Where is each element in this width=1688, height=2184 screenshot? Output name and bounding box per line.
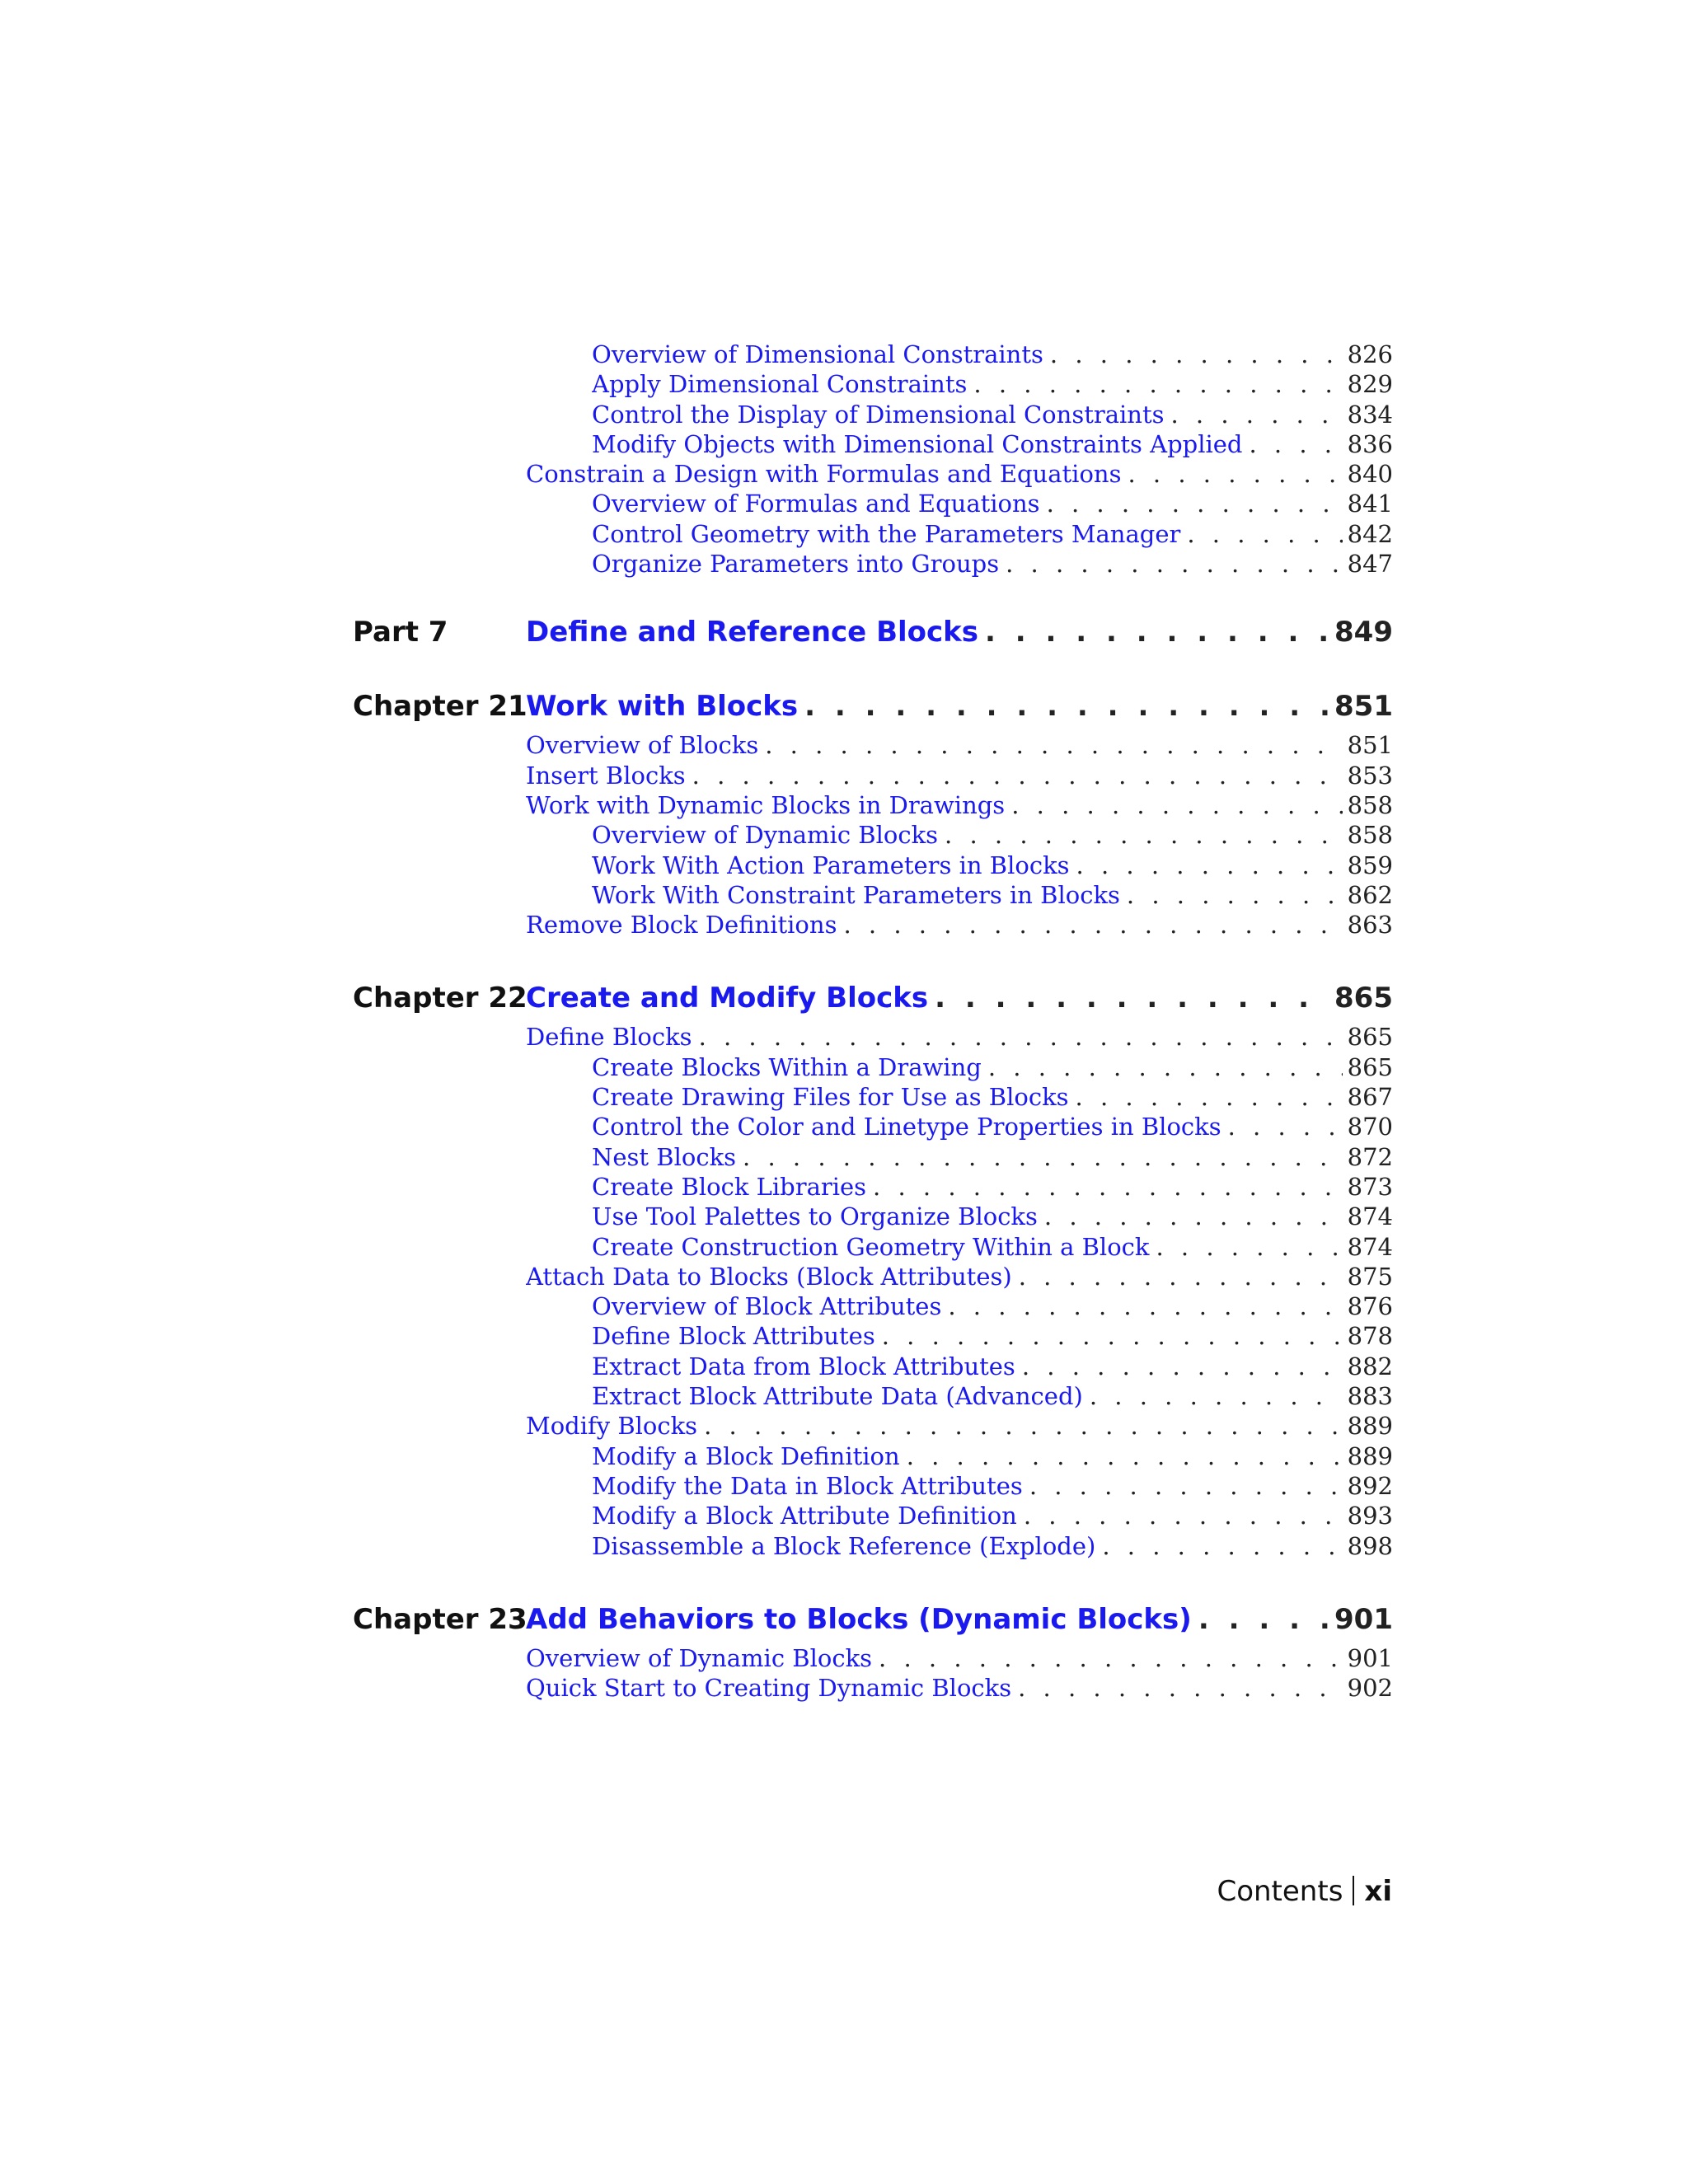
toc-entry-page: 889 [1347, 1412, 1393, 1441]
toc-entry[interactable] [592, 851, 1393, 881]
toc-entry-page: 873 [1347, 1172, 1393, 1201]
toc-entry[interactable] [592, 881, 1393, 911]
dot-leader [1022, 1352, 1343, 1380]
toc-entry[interactable] [592, 1502, 1393, 1531]
toc-entry[interactable] [526, 911, 1393, 940]
toc-entry[interactable] [592, 821, 1393, 851]
toc-entry[interactable] [592, 1532, 1393, 1562]
toc-entry[interactable] [592, 1352, 1393, 1382]
toc-entry-title[interactable]: Modify Blocks [526, 1412, 698, 1441]
toc-entry-page: 867 [1347, 1083, 1393, 1112]
toc-entry[interactable] [592, 1083, 1393, 1113]
toc-entry-page: 901 [1347, 1643, 1393, 1672]
chapter-title[interactable]: Add Behaviors to Blocks (Dynamic Blocks) [526, 1602, 1192, 1636]
toc-entry-title[interactable]: Modify a Block Attribute Definition [592, 1502, 1017, 1530]
toc-entry[interactable] [526, 762, 1393, 791]
dot-leader [1102, 1532, 1342, 1560]
toc-entry[interactable] [592, 1292, 1393, 1322]
chapter-heading[interactable] [353, 1603, 1393, 1644]
toc-entry[interactable] [526, 1412, 1393, 1441]
toc-entry-page: 853 [1347, 761, 1393, 790]
toc-entry[interactable] [592, 401, 1393, 430]
toc-entry-title[interactable]: Modify Objects with Dimensional Constraints Applied [592, 429, 1243, 458]
dot-leader [1090, 1382, 1343, 1410]
toc-entry-page: 874 [1347, 1202, 1393, 1231]
toc-entry-title[interactable]: Extract Data from Block Attributes [592, 1352, 1015, 1380]
toc-entry-title[interactable]: Overview of Formulas and Equations [592, 490, 1040, 518]
toc-entry-title[interactable]: Nest Blocks [592, 1142, 737, 1171]
dot-leader [1076, 851, 1343, 879]
dot-leader [945, 821, 1343, 849]
toc-entry[interactable] [592, 1233, 1393, 1263]
toc-entry-page: 863 [1347, 911, 1393, 940]
toc-entry-title[interactable]: Modify a Block Definition [592, 1441, 900, 1470]
toc-entry[interactable] [592, 1442, 1393, 1472]
toc-entry[interactable] [592, 1053, 1393, 1083]
toc-entry[interactable] [526, 731, 1393, 761]
toc-entry-title[interactable]: Control the Color and Linetype Properties in Blocks [592, 1113, 1221, 1141]
toc-entry-title[interactable]: Create Blocks Within a Drawing [592, 1052, 982, 1081]
toc-entry-page: 902 [1347, 1674, 1393, 1703]
toc-entry[interactable] [526, 1644, 1393, 1674]
toc-entry-title[interactable]: Overview of Block Attributes [592, 1292, 942, 1321]
part-title[interactable]: Define and Reference Blocks [526, 616, 979, 649]
toc-entry-page: 841 [1347, 490, 1393, 518]
dot-leader [1128, 460, 1342, 488]
toc-entry-page: 862 [1347, 880, 1393, 909]
toc-entry[interactable] [592, 550, 1393, 579]
toc-entry-title[interactable]: Overview of Blocks [526, 731, 759, 760]
toc-entry-title[interactable]: Attach Data to Blocks (Block Attributes) [526, 1262, 1012, 1291]
toc-entry-page: 865 [1347, 1052, 1393, 1081]
toc-entry-title[interactable]: Disassemble a Block Reference (Explode) [592, 1531, 1096, 1560]
dot-leader [1187, 520, 1342, 548]
toc-entry[interactable] [592, 1322, 1393, 1352]
toc-entry-page: 847 [1347, 550, 1393, 579]
toc-entry[interactable] [592, 430, 1393, 460]
toc-entry[interactable] [592, 1143, 1393, 1173]
footer-section-label: Contents [1217, 1875, 1343, 1908]
dot-leader [843, 911, 1342, 939]
toc-entry-page: 826 [1347, 340, 1393, 368]
dot-leader [882, 1322, 1343, 1350]
dot-leader [988, 1053, 1343, 1081]
dot-leader [985, 616, 1329, 649]
toc-entry-title[interactable]: Work With Action Parameters in Blocks [592, 851, 1070, 879]
toc-entry-page: 889 [1347, 1441, 1393, 1470]
dot-leader [1249, 430, 1342, 458]
toc-entry-page: 858 [1347, 790, 1393, 819]
toc-entry-page: 878 [1347, 1322, 1393, 1351]
toc-entry-page: 829 [1347, 370, 1393, 399]
footer-page-number: xi [1364, 1875, 1392, 1908]
toc-entry-title[interactable]: Organize Parameters into Groups [592, 550, 1000, 579]
toc-entry-page: 836 [1347, 429, 1393, 458]
dot-leader [1047, 490, 1343, 518]
table-of-contents [353, 340, 1393, 1704]
toc-entry-page: 859 [1347, 851, 1393, 879]
footer-divider [1353, 1876, 1354, 1905]
toc-entry-title[interactable]: Define Block Attributes [592, 1322, 875, 1351]
toc-entry-page: 851 [1347, 731, 1393, 760]
chapter-title[interactable]: Create and Modify Blocks [526, 982, 929, 1015]
toc-entry-page: 892 [1347, 1471, 1393, 1500]
toc-entry-page: 840 [1347, 460, 1393, 489]
dot-leader [873, 1173, 1343, 1201]
dot-leader [1198, 1603, 1329, 1636]
toc-entry-page: 842 [1347, 519, 1393, 548]
chapter-page: 851 [1334, 690, 1393, 724]
toc-entry[interactable] [592, 340, 1393, 370]
dot-leader [973, 370, 1342, 398]
dot-leader [1024, 1502, 1343, 1530]
dot-leader [804, 690, 1329, 723]
toc-entry-title[interactable]: Apply Dimensional Constraints [592, 370, 968, 399]
dot-leader [699, 1023, 1343, 1051]
dot-leader [1018, 1674, 1343, 1702]
toc-entry[interactable] [592, 520, 1393, 550]
dot-leader [765, 731, 1342, 759]
chapter-heading[interactable] [353, 690, 1393, 731]
toc-entry[interactable] [592, 1113, 1393, 1142]
toc-entry-title[interactable]: Control Geometry with the Parameters Manager [592, 519, 1181, 548]
toc-entry-page: 834 [1347, 400, 1393, 429]
toc-entry-title[interactable]: Modify the Data in Block Attributes [592, 1471, 1023, 1500]
toc-entry-page: 865 [1347, 1023, 1393, 1052]
dot-leader [704, 1412, 1343, 1440]
toc-entry-page: 883 [1347, 1382, 1393, 1411]
toc-entry[interactable] [526, 1674, 1393, 1704]
dot-leader [935, 982, 1329, 1015]
toc-entry[interactable] [592, 370, 1393, 400]
chapter-label: Chapter 23 [353, 1602, 528, 1636]
toc-entry[interactable] [592, 1472, 1393, 1502]
toc-entry-page: 876 [1347, 1292, 1393, 1321]
toc-entry-title[interactable]: Overview of Dynamic Blocks [526, 1643, 873, 1672]
dot-leader [948, 1292, 1342, 1320]
toc-entry-page: 874 [1347, 1232, 1393, 1261]
dot-leader [1050, 340, 1343, 368]
toc-entry[interactable] [592, 1382, 1393, 1412]
toc-entry[interactable] [526, 1023, 1393, 1052]
toc-entry-title[interactable]: Create Construction Geometry Within a Block [592, 1232, 1150, 1261]
dot-leader [1019, 1263, 1343, 1291]
toc-entry-page: 858 [1347, 821, 1393, 850]
page-footer [1217, 1875, 1392, 1908]
dot-leader [743, 1143, 1343, 1171]
toc-entry-title[interactable]: Use Tool Palettes to Organize Blocks [592, 1202, 1038, 1231]
chapter-label: Chapter 22 [353, 982, 528, 1015]
toc-entry-title[interactable]: Work With Constraint Parameters in Blocks [592, 880, 1120, 909]
toc-entry-title[interactable]: Extract Block Attribute Data (Advanced) [592, 1382, 1083, 1411]
dot-leader [1006, 550, 1343, 578]
toc-entry[interactable] [526, 1263, 1393, 1292]
dot-leader [692, 762, 1343, 790]
toc-entry-title[interactable]: Work with Dynamic Blocks in Drawings [526, 790, 1006, 819]
dot-leader [1029, 1472, 1343, 1500]
dot-leader [1127, 881, 1343, 909]
toc-entry-title[interactable]: Overview of Dimensional Constraints [592, 340, 1043, 368]
toc-entry-title[interactable]: Quick Start to Creating Dynamic Blocks [526, 1674, 1012, 1703]
toc-entry-page: 882 [1347, 1352, 1393, 1380]
dot-leader [1011, 791, 1342, 819]
toc-entry[interactable] [592, 490, 1393, 519]
dot-leader [1171, 401, 1343, 429]
toc-entry-page: 893 [1347, 1502, 1393, 1530]
dot-leader [907, 1442, 1343, 1470]
chapter-title[interactable]: Work with Blocks [526, 690, 799, 724]
dot-leader [1044, 1202, 1343, 1230]
toc-entry-title[interactable]: Remove Block Definitions [526, 911, 837, 940]
toc-entry-title[interactable]: Constrain a Design with Formulas and Equations [526, 460, 1122, 489]
toc-entry-page: 872 [1347, 1142, 1393, 1171]
chapter-heading[interactable] [353, 982, 1393, 1023]
toc-entry-title[interactable]: Overview of Dynamic Blocks [592, 821, 939, 850]
chapter-page: 865 [1334, 982, 1393, 1015]
toc-entry[interactable] [592, 1202, 1393, 1232]
toc-entry[interactable] [526, 791, 1393, 821]
dot-leader [1156, 1233, 1342, 1261]
toc-entry-title[interactable]: Define Blocks [526, 1023, 692, 1052]
chapter-label: Chapter 21 [353, 690, 528, 724]
toc-entry-page: 875 [1347, 1262, 1393, 1291]
toc-entry-title[interactable]: Control the Display of Dimensional Constraints [592, 400, 1165, 429]
part-heading[interactable] [353, 616, 1393, 657]
chapter-page: 901 [1334, 1602, 1393, 1636]
toc-entry[interactable] [526, 460, 1393, 490]
dot-leader [1228, 1113, 1343, 1141]
toc-entry[interactable] [592, 1173, 1393, 1202]
toc-entry-page: 898 [1347, 1531, 1393, 1560]
toc-entry-title[interactable]: Create Drawing Files for Use as Blocks [592, 1083, 1069, 1112]
toc-entry-title[interactable]: Create Block Libraries [592, 1172, 867, 1201]
toc-entry-title[interactable]: Insert Blocks [526, 761, 686, 790]
part-label: Part 7 [353, 616, 448, 649]
dot-leader [1076, 1083, 1343, 1111]
dot-leader [879, 1644, 1343, 1672]
toc-entry-page: 870 [1347, 1113, 1393, 1141]
part-page: 849 [1334, 616, 1393, 649]
